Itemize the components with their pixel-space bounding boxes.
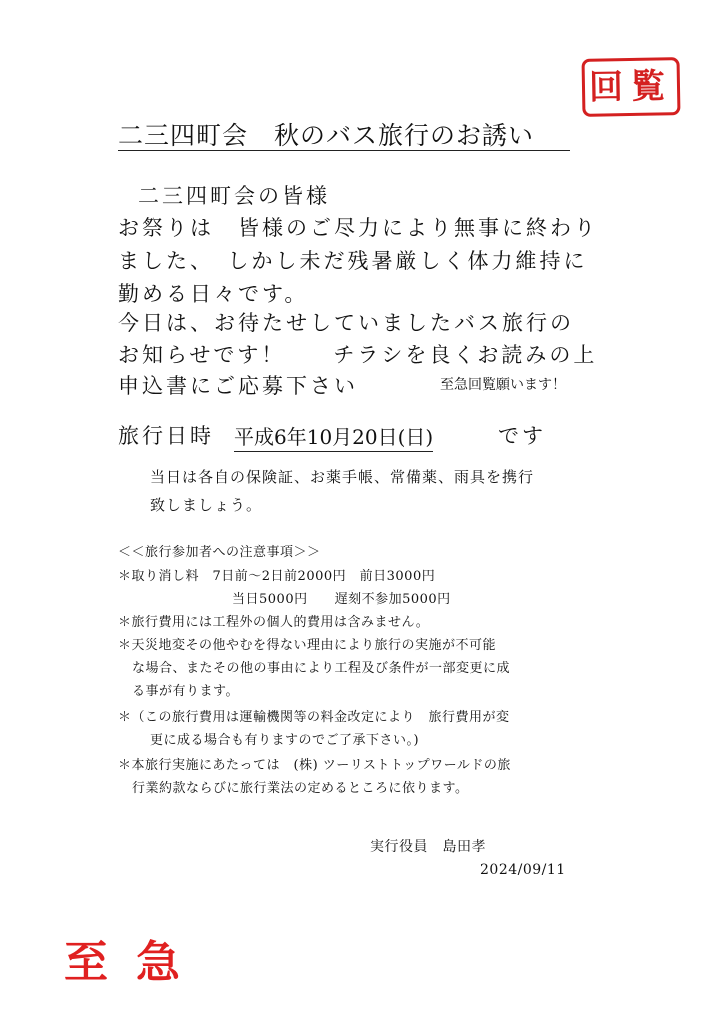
- body-line: ました、 しかし未だ残暑厳しく体力維持に: [118, 249, 588, 273]
- notes-line: な場合、またその他の事由により工程及び条件が一部変更に成: [132, 661, 511, 676]
- notes-line: る事が有ります。: [132, 684, 239, 699]
- shikyu-stamp: 至急: [64, 937, 208, 988]
- urgent-note: 至急回覧願います！: [440, 377, 566, 393]
- notes-line: ＊旅行費用には工程外の個人的費用は含みません。: [118, 615, 430, 630]
- belongings-line: 当日は各自の保険証、お薬手帳、常備薬、雨具を携行: [150, 468, 535, 486]
- notes-line: ＊（この旅行費用は運輸機関等の料金改定により 旅行費用が変: [118, 710, 510, 725]
- notes-line: ＊本旅行実施にあたっては (株) ツーリストトップワールドの旅: [118, 758, 511, 773]
- notes-line: 行業約款ならびに旅行業法の定めるところに依ります。: [132, 781, 469, 796]
- document-date: 2024/09/11: [480, 862, 566, 878]
- belongings-line: 致しましょう。: [150, 496, 263, 514]
- body-line: お祭りは 皆様のご尽力により無事に終わり: [118, 216, 598, 240]
- trip-suffix: です: [498, 424, 546, 448]
- notes-line: ＊取り消し料 7日前〜2日前2000円 前日3000円: [118, 569, 436, 584]
- notes-line: 更に成る場合も有りますのでご了承下さい。): [150, 733, 420, 748]
- trip-date: 平成6年10月20日(日): [234, 421, 433, 450]
- trip-label: 旅行日時: [118, 424, 214, 448]
- kairan-stamp: 回覧: [582, 57, 681, 117]
- title-underline: [118, 150, 570, 151]
- signer: 実行役員 島田孝: [370, 839, 486, 855]
- body-line: 勤める日々です。: [118, 282, 309, 306]
- body-line: お知らせです！ チラシを良くお読みの上: [118, 343, 598, 367]
- notes-heading: ＜＜旅行参加者への注意事項＞＞: [118, 545, 321, 560]
- notes-line: ＊天災地変その他やむを得ない理由により旅行の実施が不可能: [118, 638, 497, 653]
- greeting: 二三四町会の皆様: [138, 184, 330, 208]
- body-line: 今日は、お待たせしていましたバス旅行の: [118, 311, 574, 335]
- notes-line: 当日5000円 遅刻不参加5000円: [232, 592, 451, 607]
- page-title: 二三四町会 秋のバス旅行のお誘い: [118, 121, 535, 150]
- body-line: 申込書にご応募下さい: [118, 374, 358, 398]
